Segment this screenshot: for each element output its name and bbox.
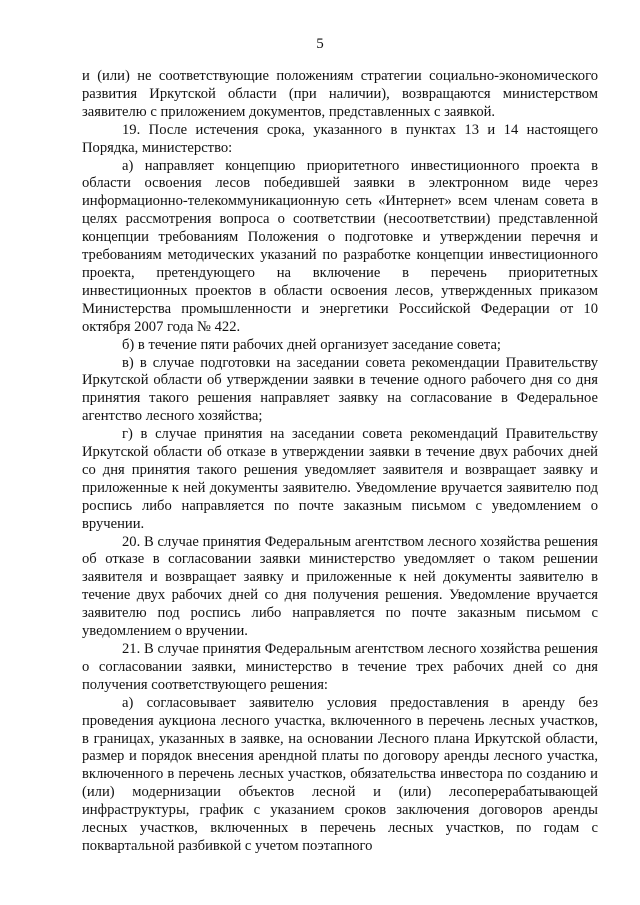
paragraph-item-19a: а) направляет концепцию приоритетного инвестиционного проекта в области освоения лесов победившей заявки в электронном виде через информационно-телекоммуникационную сеть «Интернет» всем членам совета в целях рассмотрения вопроса о соответствии (несоответствии) представленной концепции требованиям Положения о подготовке и утверждении перечня и требованиям методических указаний по разработке концепции инвестиционного проекта, претендующего на включение в перечень приоритетных инвестиционных проектов в области освоения лесов, утвержденных приказом Министерства промышленности и энергетики Российской Федерации от 10 октября 2007 года № 422. xyxy=(82,157,598,335)
paragraph-item-19g: г) в случае принятия на заседании совета рекомендаций Правительству Иркутской области об отказе в утверждении заявки в течение двух рабочих дней со дня принятия такого решения уведомляет заявителя и возвращает заявку и приложенные к ней документы заявителю. Уведомление вручается заявителю под роспись либо направляется по почте заказным письмом с уведомлением о вручении. xyxy=(82,426,598,532)
paragraph-item-21a: а) согласовывает заявителю условия предоставления в аренду без проведения аукциона лесного участка, включенного в перечень лесных участков, в границах, указанных в заявке, на основании Лесного плана Иркутской области, размер и порядок внесения арендной платы по договору аренды лесного участка, включенного в перечень лесных участков, обязательства инвестора по созданию и (или) модернизации объектов лесной и (или) лесоперерабатывающей инфраструктуры, график с указанием сроков заключения договоров аренды лесных участков, включенных в перечень лесных участков, по годам с поквартальной разбивкой с учетом поэтапного xyxy=(82,694,598,854)
paragraph-item-21: 21. В случае принятия Федеральным агентством лесного хозяйства решения о согласовании заявки, министерство в течение трех рабочих дней со дня получения соответствующего решения: xyxy=(82,641,598,693)
paragraph-item-20: 20. В случае принятия Федеральным агентством лесного хозяйства решения об отказе в согласовании заявки министерство уведомляет о таком решении заявителя и возвращает заявку и приложенные к ней документы заявителю в течение двух рабочих дней со дня получения решения. Уведомление вручается заявителю под роспись либо направляется по почте заказным письмом с уведомлением о вручении. xyxy=(82,533,598,640)
page-number: 5 xyxy=(316,36,324,52)
paragraph-item-19v: в) в случае подготовки на заседании совета рекомендации Правительству Иркутской области об утверждении заявки в течение одного рабочего дня со дня принятия такого решения направляет заявку на согласование в Федеральное агентство лесного хозяйства; xyxy=(82,354,598,425)
paragraph-continuation: и (или) не соответствующие положениям стратегии социально-экономического развития Иркутской области (при наличии), возвращаются министерством заявителю с приложением документов, представленных с заявкой. xyxy=(82,68,598,120)
document-body xyxy=(82,68,598,856)
paragraph-item-19: 19. После истечения срока, указанного в пунктах 13 и 14 настоящего Порядка, министерство: xyxy=(82,121,598,156)
paragraph-item-19b: б) в течение пяти рабочих дней организует заседание совета; xyxy=(122,336,501,353)
